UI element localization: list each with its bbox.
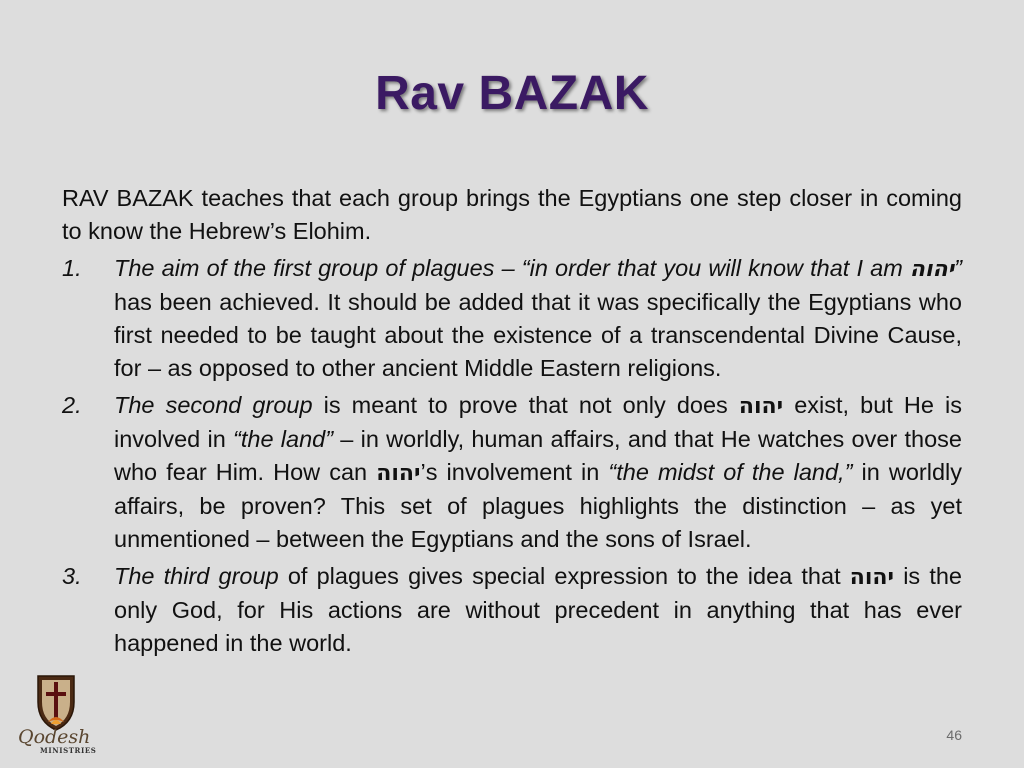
item-text: – in worldly, human affairs, and that He watches over those who fear Him. How can: [114, 426, 962, 485]
list-item: [62, 560, 962, 660]
item-italic-text: “the land”: [233, 426, 334, 452]
item-italic-text: The third group: [114, 563, 279, 589]
item-text: of plagues gives special expression to the idea that: [278, 563, 850, 589]
logo-name: Qodesh: [18, 726, 91, 748]
list-number: 1.: [62, 255, 82, 281]
list-number: 3.: [62, 563, 82, 589]
item-italic-text: “the midst of the land,”: [608, 459, 853, 485]
item-italic-text: The aim of the first group of plagues – “in order that you will know that I am: [114, 255, 910, 281]
logo-subtitle: MINISTRIES: [40, 746, 97, 755]
item-text: ’s involvement in: [420, 459, 609, 485]
list-item: [62, 252, 962, 385]
plague-groups-list: [62, 252, 962, 660]
divine-name-text: יהוה: [376, 461, 421, 486]
slide-body: [62, 182, 962, 664]
item-text: exist, but He is involved in: [114, 392, 962, 452]
divine-name-text: יהוה: [849, 565, 895, 590]
intro-paragraph: RAV BAZAK teaches that each group brings the Egyptians one step closer in coming to know the Hebrew’s Elohim.: [62, 185, 962, 244]
item-text: has been achieved. It should be added that it was specifically the Egyptians who first needed to be taught about the existence of a transcendental Divine Cause, for – as opposed to other ancient Middle Eastern religions.: [114, 289, 962, 381]
page-number: 46: [946, 727, 962, 743]
slide-title: Rav BAZAK: [375, 67, 649, 120]
item-italic-text: ”: [954, 255, 962, 281]
item-text: in worldly affairs, be proven? This set of plagues highlights the distinction – as yet unmentioned – between the Egyptians and the sons of Israel.: [114, 459, 963, 552]
divine-name-text: יהוה: [738, 394, 784, 419]
divine-name-text: יהוה: [909, 257, 955, 282]
list-item: [62, 389, 962, 556]
list-number: 2.: [62, 392, 82, 418]
item-italic-text: The second group: [114, 392, 313, 418]
item-text: is meant to prove that not only does: [312, 392, 739, 418]
item-text: is the only God, for His actions are without precedent in anything that has ever happened in the world.: [114, 563, 962, 656]
